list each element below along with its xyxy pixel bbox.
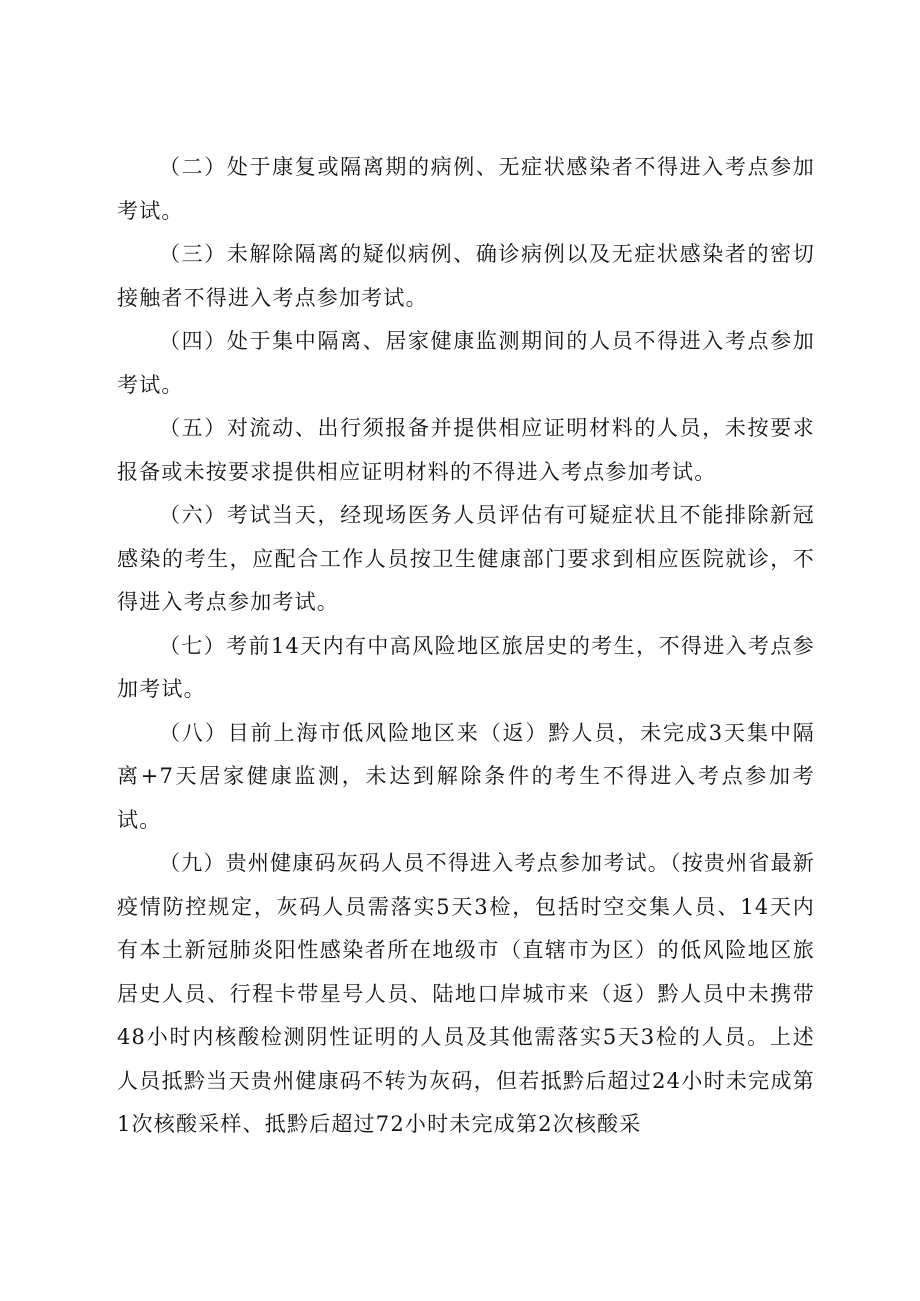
- paragraph-3: （三）未解除隔离的疑似病例、确诊病例以及无症状感染者的密切接触者不得进入考点参加考试。: [117, 242, 815, 310]
- paragraph-9: （九）贵州健康码灰码人员不得进入考点参加考试。（按贵州省最新疫情防控规定，灰码人员需落实5天3检，包括时空交集人员、14天内有本土新冠肺炎阳性感染者所在地级市（直辖市为区）的低风险地区旅居史人员、行程卡带星号人员、陆地口岸城市来（返）黔人员中未携带48小时内核酸检测阴性证明的人员及其他需落实5天3检的人员。上述人员抵黔当天贵州健康码不转为灰码，但若抵黔后超过24小时未完成第1次核酸采样、抵黔后超过72小时未完成第2次核酸采: [117, 851, 815, 1136]
- paragraph-6: （六）考试当天，经现场医务人员评估有可疑症状且不能排除新冠感染的考生，应配合工作人员按卫生健康部门要求到相应医院就诊，不得进入考点参加考试。: [117, 503, 815, 614]
- paragraph-4: （四）处于集中隔离、居家健康监测期间的人员不得进入考点参加考试。: [117, 329, 815, 397]
- document-body: [117, 146, 815, 1147]
- paragraph-8: （八）目前上海市低风险地区来（返）黔人员，未完成3天集中隔离+7天居家健康监测，未达到解除条件的考生不得进入考点参加考试。: [117, 720, 815, 832]
- paragraph-5: （五）对流动、出行须报备并提供相应证明材料的人员，未按要求报备或未按要求提供相应证明材料的不得进入考点参加考试。: [117, 416, 815, 484]
- paragraph-2: （二）处于康复或隔离期的病例、无症状感染者不得进入考点参加考试。: [117, 155, 815, 223]
- paragraph-7: （七）考前14天内有中高风险地区旅居史的考生，不得进入考点参加考试。: [117, 633, 815, 701]
